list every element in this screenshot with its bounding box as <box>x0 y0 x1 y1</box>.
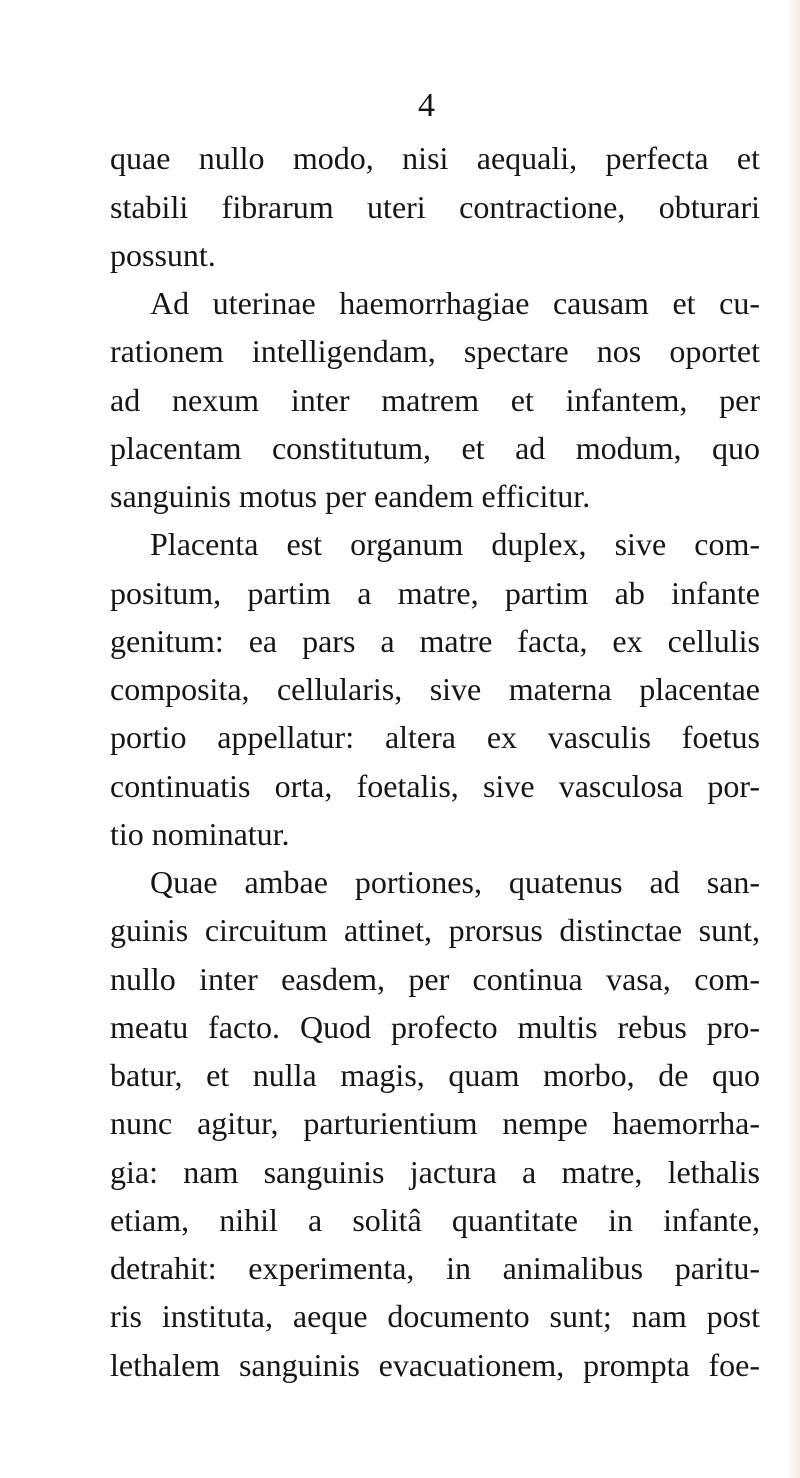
text-line: detrahit: experimenta, in animalibus paritu- <box>110 1250 760 1286</box>
text-line: batur, et nulla magis, quam morbo, de quo <box>110 1057 760 1093</box>
text-line: nunc agitur, parturientium nempe haemorrha- <box>110 1105 760 1141</box>
text-line: portio appellatur: altera ex vasculis foetus <box>110 719 760 755</box>
text-line: lethalem sanguinis evacuationem, prompta foe- <box>110 1347 760 1383</box>
text-line: meatu facto. Quod profecto multis rebus pro- <box>110 1009 760 1045</box>
text-line: ad nexum inter matrem et infantem, per <box>110 382 760 418</box>
text-line: gia: nam sanguinis jactura a matre, lethalis <box>110 1154 760 1190</box>
text-line: tio nominatur. <box>110 816 290 852</box>
text-line: positum, partim a matre, partim ab infante <box>110 575 760 611</box>
page-number: 4 <box>418 87 435 124</box>
paragraph-start-line: Quae ambae portiones, quatenus ad san- <box>150 864 760 900</box>
text-line: guinis circuitum attinet, prorsus distinctae sunt, <box>110 912 760 948</box>
text-line: composita, cellularis, sive materna placentae <box>110 671 760 707</box>
text-line: rationem intelligendam, spectare nos oportet <box>110 333 760 369</box>
text-line: sanguinis motus per eandem efficitur. <box>110 478 591 514</box>
text-line: quae nullo modo, nisi aequali, perfecta et <box>110 140 760 176</box>
paragraph-start-line: Ad uterinae haemorrhagiae causam et cu- <box>150 285 760 321</box>
text-line: stabili fibrarum uteri contractione, obturari <box>110 189 760 225</box>
text-line: ris instituta, aeque documento sunt; nam post <box>110 1298 760 1334</box>
paragraph-start-line: Placenta est organum duplex, sive com- <box>150 526 760 562</box>
text-line: etiam, nihil a solitâ quantitate in infante, <box>110 1202 760 1238</box>
text-line: possunt. <box>110 237 216 273</box>
text-line: continuatis orta, foetalis, sive vasculosa por- <box>110 768 760 804</box>
text-line: nullo inter easdem, per continua vasa, com- <box>110 961 760 997</box>
text-line: genitum: ea pars a matre facta, ex cellulis <box>110 623 760 659</box>
text-line: placentam constitutum, et ad modum, quo <box>110 430 760 466</box>
page-edge-shadow <box>786 0 800 1478</box>
